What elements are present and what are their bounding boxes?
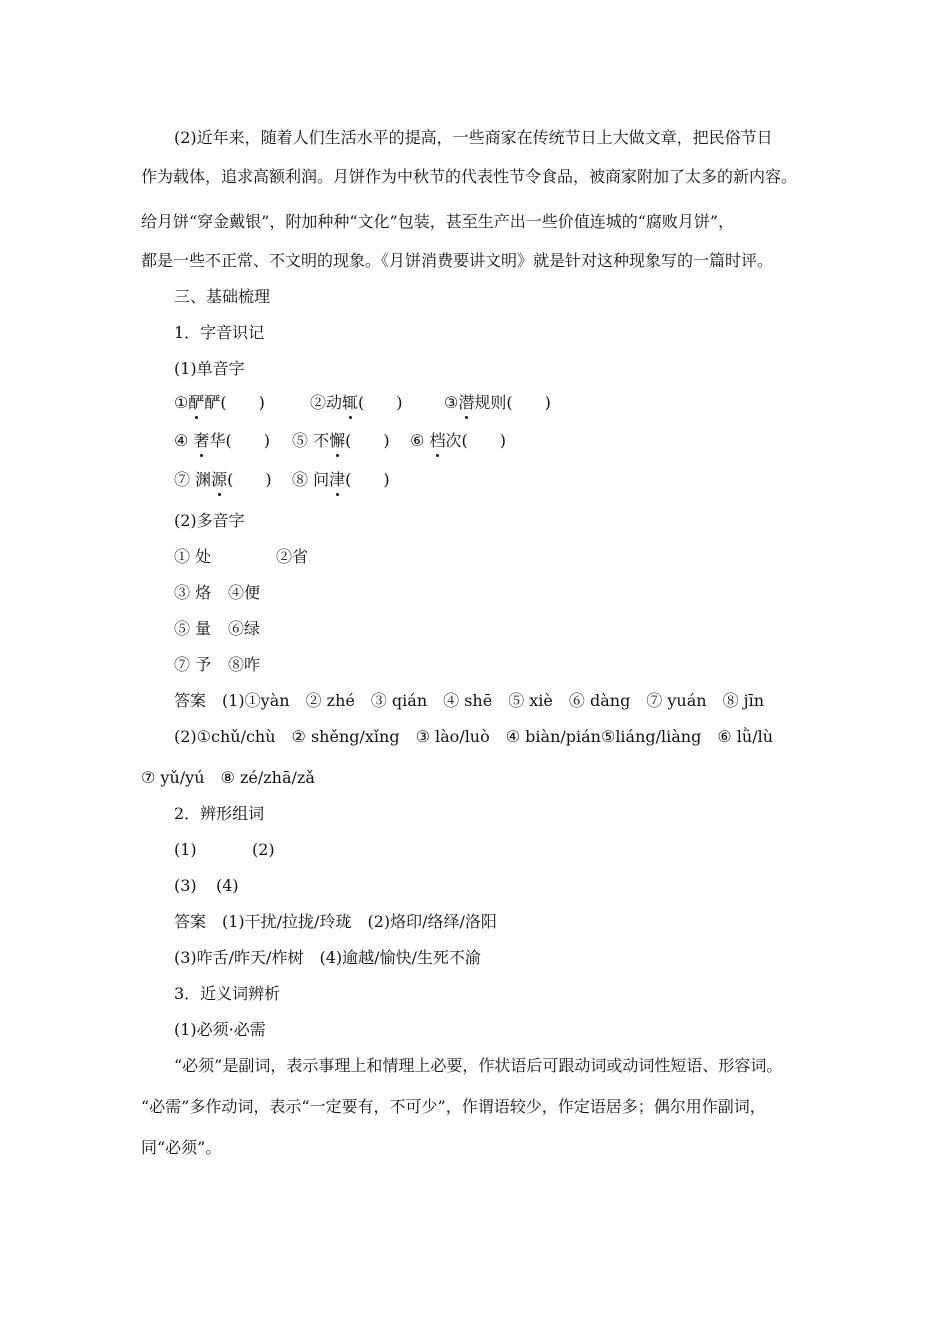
answer-blank: ( ) — [220, 393, 265, 412]
item2-answer-line-1: 答案 (1)干扰/拉拢/玲珑 (2)烙印/络绎/洛阳 — [174, 912, 497, 931]
multi-item-3: ③ 烙 — [174, 583, 212, 602]
dotted-char: 潜 — [458, 393, 475, 412]
multi-item-1: ① 处 — [174, 547, 212, 566]
dotted-char: 辄 — [342, 393, 359, 412]
item3-para-line-1: “必须”是副词，表示事理上和情理上必要，作状语后可跟动词或动词性短语、形容词。 — [174, 1056, 783, 1075]
multi-item-7: ⑦ 予 — [174, 655, 212, 674]
answer-blank: ( ) — [227, 470, 272, 489]
item3-subheading: (1)必须·必需 — [174, 1020, 266, 1039]
answer-blank: ( ) — [461, 431, 506, 450]
item2-label-2: (2) — [252, 840, 275, 859]
section-heading: 三、基础梳理 — [174, 287, 271, 306]
item1-answer-line-3: ⑦ yǔ/yú ⑧ zé/zhā/zǎ — [141, 768, 315, 787]
multi-item-4: ④便 — [228, 583, 261, 602]
item1-heading: 1．字音识记 — [174, 323, 265, 342]
single-item-5: ⑤ 不懈( ) — [292, 431, 390, 450]
multi-item-8: ⑧咋 — [228, 655, 261, 674]
single-item-3: ③潜规则( ) — [444, 393, 551, 412]
single-sound-heading: (1)单音字 — [174, 359, 245, 378]
answer-blank: ( ) — [345, 470, 390, 489]
single-item-4: ④ 奢华( ) — [174, 431, 270, 450]
intro-line-3: 给月饼“穿金戴银”，附加种种“文化”包装，甚至生产出一些价值连城的“腐败月饼”， — [141, 212, 735, 231]
single-item-6: ⑥ 档次( ) — [410, 431, 506, 450]
dotted-char: 酽 — [188, 393, 205, 412]
multi-item-5: ⑤ 量 — [174, 619, 212, 638]
item3-para-line-2: “必需”多作动词，表示“一定要有，不可少”，作谓语较少，作定语居多；偶尔用作副词， — [141, 1097, 766, 1116]
dotted-char: 懈 — [329, 431, 346, 450]
multi-sound-heading: (2)多音字 — [174, 511, 245, 530]
item2-heading: 2．辨形组词 — [174, 804, 265, 823]
item3-para-line-3: 同“必须”。 — [141, 1138, 222, 1157]
dotted-char: 津 — [329, 470, 346, 489]
single-item-2: ②动辄( ) — [310, 393, 403, 412]
dotted-char: 源 — [211, 470, 228, 489]
item2-label-3: (3) — [174, 876, 197, 895]
item1-answer-line-2: (2)①chǔ/chù ② shěng/xǐng ③ lào/luò ④ biàn/pián⑤liáng/liàng ⑥ lǜ/lù — [174, 727, 774, 746]
dotted-char: 档 — [429, 431, 446, 450]
item2-answer-line-2: (3)咋舌/昨天/柞树 (4)逾越/愉快/生死不渝 — [174, 948, 481, 967]
single-item-8: ⑧ 问津( ) — [292, 470, 390, 489]
intro-line-1: (2)近年来，随着人们生活水平的提高，一些商家在传统节日上大做文章，把民俗节日 — [174, 128, 773, 147]
answer-blank: ( ) — [345, 431, 390, 450]
answer-blank: ( ) — [506, 393, 551, 412]
single-item-7: ⑦ 渊源( ) — [174, 470, 272, 489]
intro-line-2: 作为载体，追求高额利润。月饼作为中秋节的代表性节令食品，被商家附加了太多的新内容。 — [141, 167, 798, 186]
item2-label-1: (1) — [174, 840, 197, 859]
multi-item-2: ②省 — [276, 547, 309, 566]
answer-blank: ( ) — [358, 393, 403, 412]
item2-label-4: (4) — [216, 876, 239, 895]
multi-item-6: ⑥绿 — [228, 619, 261, 638]
dotted-char: 奢 — [193, 431, 210, 450]
intro-line-4: 都是一些不正常、不文明的现象。《月饼消费要讲文明》就是针对这种现象写的一篇时评。 — [141, 251, 774, 270]
item3-heading: 3．近义词辨析 — [174, 984, 281, 1003]
answer-blank: ( ) — [225, 431, 270, 450]
item1-answer-line-1: 答案 (1)①yàn ② zhé ③ qián ④ shē ⑤ xiè ⑥ dàng ⑦ yuán ⑧ jīn — [174, 691, 765, 710]
single-item-1: ①酽酽( ) — [174, 393, 265, 412]
